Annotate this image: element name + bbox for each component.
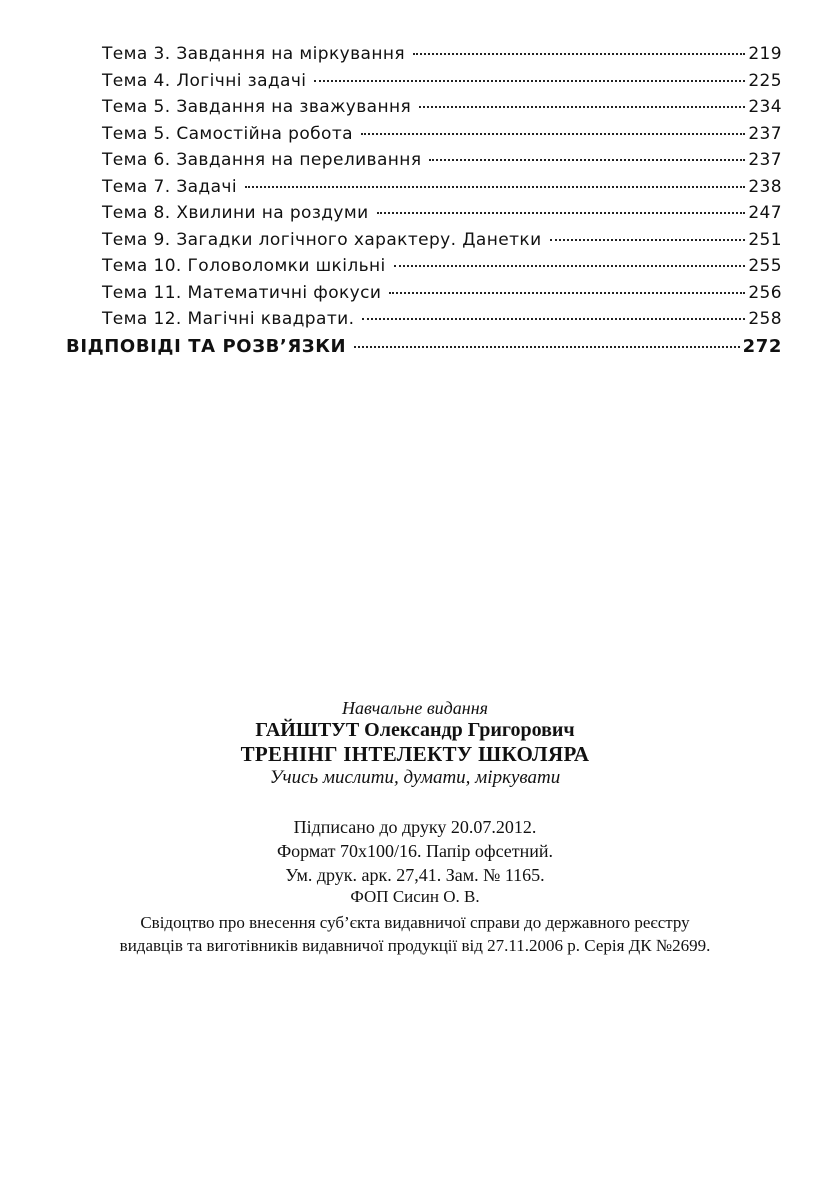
toc-dot-leader (429, 159, 745, 161)
toc-entry-page: 256 (748, 282, 782, 303)
toc-entry-page: 237 (748, 150, 782, 170)
toc-entry-page: 234 (748, 97, 782, 117)
print-sheets: Ум. друк. арк. 27,41. Зам. № 1165. (285, 865, 545, 885)
book-title: ТРЕНІНГ ІНТЕЛЕКТУ ШКОЛЯРА (240, 742, 590, 766)
toc-dot-leader (377, 212, 746, 214)
toc-dot-leader (314, 80, 745, 82)
toc-entry (66, 230, 782, 257)
toc-dot-leader (394, 265, 746, 267)
toc-dot-leader (550, 239, 746, 241)
toc-entry-page: 238 (748, 176, 782, 197)
toc-dot-leader (362, 318, 745, 320)
toc-entry-title: Тема 3. Завдання на міркування (102, 44, 405, 64)
toc-dot-leader (389, 292, 745, 294)
toc-entry (66, 44, 782, 71)
toc-section-entry (66, 336, 782, 363)
toc-entry (66, 256, 782, 283)
toc-entry-title: Тема 4. Логічні задачі (102, 70, 307, 91)
toc-dot-leader (361, 133, 745, 135)
toc-entry-page: 255 (748, 256, 782, 276)
toc-entry (66, 203, 782, 230)
toc-entry-title: Тема 7. Задачі (102, 176, 237, 197)
author-name: ГАЙШТУТ Олександр Григорович (255, 719, 575, 741)
toc-entry (66, 71, 782, 98)
toc-entry-title: Тема 5. Завдання на зважування (102, 97, 412, 117)
certificate-line: Свідоцтво про внесення суб’єкта видавничої справи до державного реєстру (140, 913, 690, 932)
toc-entry-title: Тема 9. Загадки логічного характеру. Данетки (102, 229, 542, 250)
toc-entry-title: Тема 10. Головоломки шкільні (102, 256, 386, 276)
toc-dot-leader (413, 53, 745, 55)
print-specs (40, 815, 790, 887)
toc-section-title: ВІДПОВІДІ ТА РОЗВ’ЯЗКИ (66, 335, 347, 357)
registration-certificate (40, 911, 790, 957)
toc-entry-title: Тема 8. Хвилини на роздуми (102, 203, 369, 223)
toc-dot-leader (419, 106, 745, 108)
toc-entry (66, 124, 782, 151)
toc-section-page: 272 (742, 335, 782, 357)
toc-entry-title: Тема 11. Математичні фокуси (102, 282, 382, 303)
toc-entry (66, 97, 782, 124)
certificate-line: видавців та виготівників видавничої продукції від 27.11.2006 р. Серія ДК №2699. (119, 936, 711, 955)
toc-entry-title: Тема 5. Самостійна робота (102, 123, 353, 144)
toc-entry (66, 309, 782, 336)
toc-entry-page: 258 (748, 309, 782, 329)
paper-format: Формат 70x100/16. Папір офсетний. (276, 841, 554, 861)
toc-dot-leader (245, 186, 745, 188)
toc-entry-page: 219 (748, 44, 782, 64)
toc-entry-title: Тема 12. Магічні квадрати. (102, 309, 355, 329)
signed-date: Підписано до друку 20.07.2012. (293, 817, 537, 837)
imprint-block (40, 698, 790, 957)
toc-entry-page: 251 (748, 229, 782, 250)
toc-entry-page: 247 (748, 203, 782, 223)
publisher-name: ФОП Сисин О. В. (350, 887, 480, 906)
toc-entry (66, 177, 782, 204)
toc-entry-title: Тема 6. Завдання на переливання (102, 150, 422, 170)
toc-entry-page: 237 (748, 123, 782, 144)
toc-dot-leader (354, 346, 739, 348)
toc-entry (66, 283, 782, 310)
toc-entry (66, 150, 782, 177)
table-of-contents (66, 44, 782, 362)
toc-entry-page: 225 (748, 70, 782, 91)
book-subtitle: Учись мислити, думати, міркувати (269, 767, 561, 788)
edition-type: Навчальне видання (341, 698, 488, 718)
